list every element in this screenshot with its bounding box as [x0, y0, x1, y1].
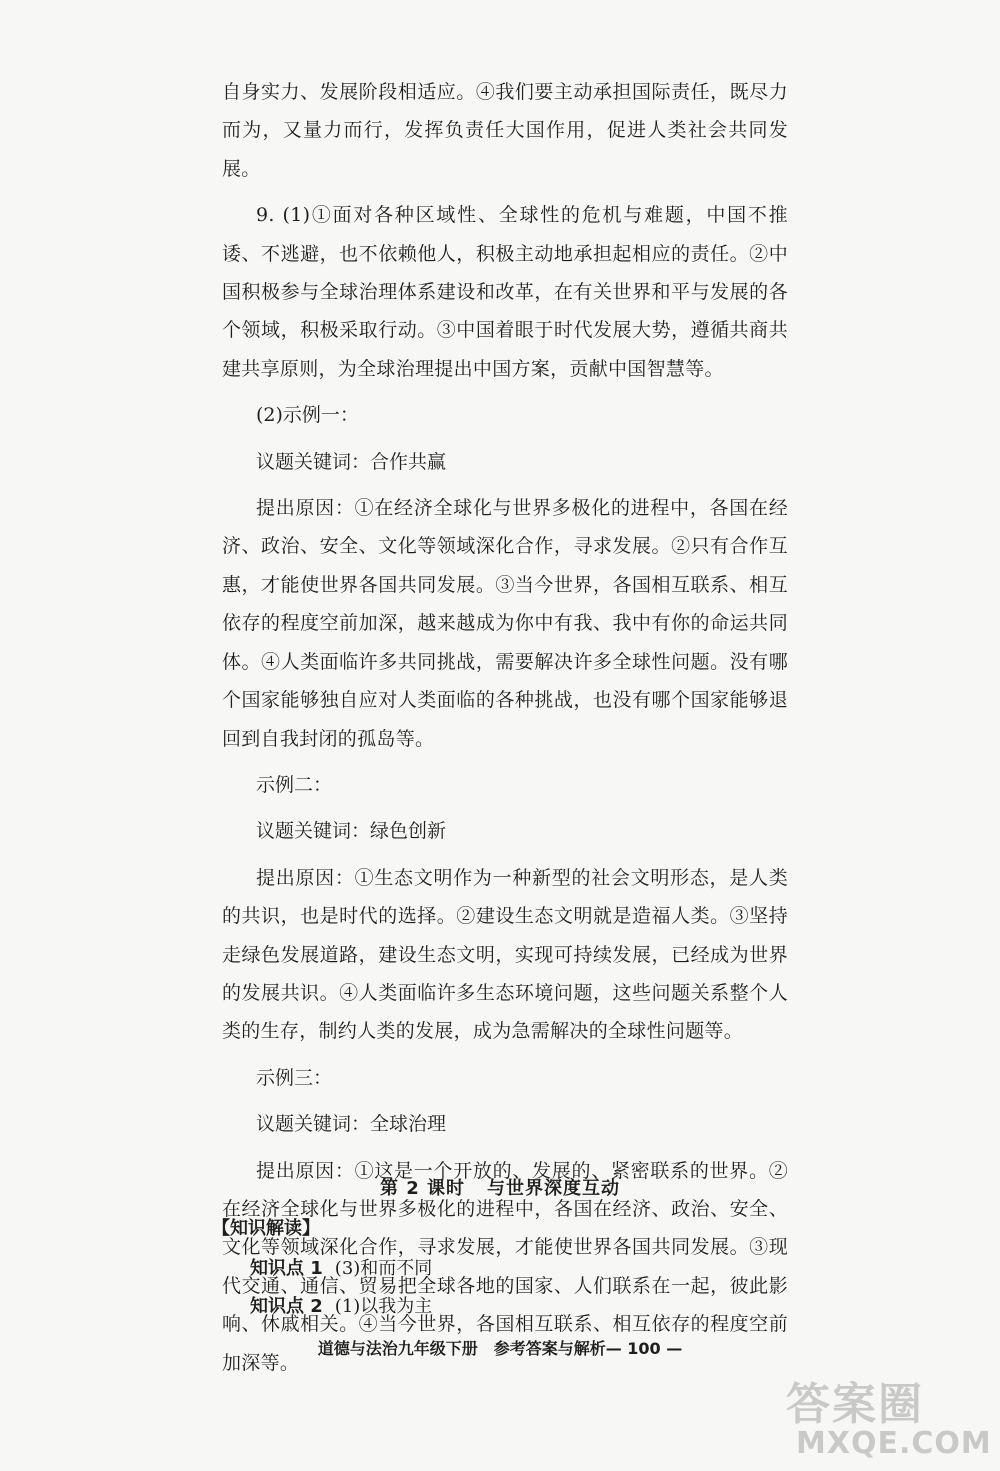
lesson-number: 第 2 课时: [379, 1178, 466, 1199]
knowledge-point-1: [250, 1254, 432, 1280]
example-3-keyword: 议题关键词：全球治理: [256, 1113, 447, 1136]
watermark-logo: [786, 1368, 996, 1468]
example-1-reason: 提出原因：①在经济全球化与世界多极化的进程中，各国在经济、政治、安全、文化等领域深化合作，寻求发展。②只有合作互惠，才能使世界各国共同发展。③当今世界，各国相互联系、相互依存的程度空前加深，越来越成为你中有我、我中有你的命运共同体。④人类面临许多共同挑战，需要解决许多全球性问题。没有哪个国家能够独自应对人类面临的各种挑战，也没有哪个国家能够退回到自我封闭的孤岛等。: [222, 497, 788, 750]
knowledge-point-answer: (3)和而不同: [334, 1258, 433, 1279]
lesson-title: 与世界深度互动: [487, 1178, 621, 1199]
knowledge-point-label: 知识点 2: [250, 1296, 323, 1317]
example-3-heading: 示例三：: [256, 1066, 333, 1089]
example-1-keyword: 议题关键词：合作共赢: [256, 450, 447, 473]
knowledge-point-label: 知识点 1: [250, 1258, 323, 1279]
example-2-reason: 提出原因：①生态文明作为一种新型的社会文明形态，是人类的共识，也是时代的选择。②建设生态文明就是造福人类。③坚持走绿色发展道路，建设生态文明，实现可持续发展，已经成为世界的发展共识。④人类面临许多生态环境问题，这些问题关系整个人类的生存，制约人类的发展，成为急需解决的全球性问题等。: [222, 866, 788, 1043]
watermark-site: MXQE.COM: [796, 1426, 992, 1461]
example-2-keyword: 议题关键词：绿色创新: [256, 820, 447, 843]
page-footer: 道德与法治九年级下册 参考答案与解析— 100 —: [317, 1339, 683, 1358]
answer-9-part-1: 9. (1)①面对各种区域性、全球性的危机与难题，中国不推诿、不逃避，也不依赖他人，积极主动地承担起相应的责任。②中国积极参与全球治理体系建设和改革，在有关世界和平与发展的各个领域，积极采取行动。③中国着眼于时代发展大势，遵循共商共建共享原则，为全球治理提出中国方案，贡献中国智慧等。: [222, 204, 788, 380]
example-3-reason: 提出原因：①这是一个开放的、发展的、紧密联系的世界。②在经济全球化与世界多极化的进程中，各国在经济、政治、安全、文化等领域深化合作，寻求发展，才能使世界各国共同发展。③现代交通、通信、贸易把全球各地的国家、人们联系在一起，彼此影响、休戚相关。④当今世界，各国相互联系、相互依存的程度空前加深等。: [222, 1159, 788, 1374]
section-title: [0, 1174, 1000, 1200]
knowledge-point-answer: (1)以我为主: [334, 1296, 433, 1317]
example-2-heading: 示例二：: [256, 773, 333, 796]
watermark-main: 答案圈: [786, 1379, 924, 1430]
paragraph-continuation: 自身实力、发展阶段相适应。④我们要主动承担国际责任，既尽力而为，又量力而行，发挥负责任大国作用，促进人类社会共同发展。: [222, 81, 788, 180]
example-1-heading: (2)示例一：: [256, 404, 359, 427]
knowledge-heading: 【知识解读】: [212, 1218, 320, 1239]
knowledge-point-2: [250, 1292, 432, 1318]
